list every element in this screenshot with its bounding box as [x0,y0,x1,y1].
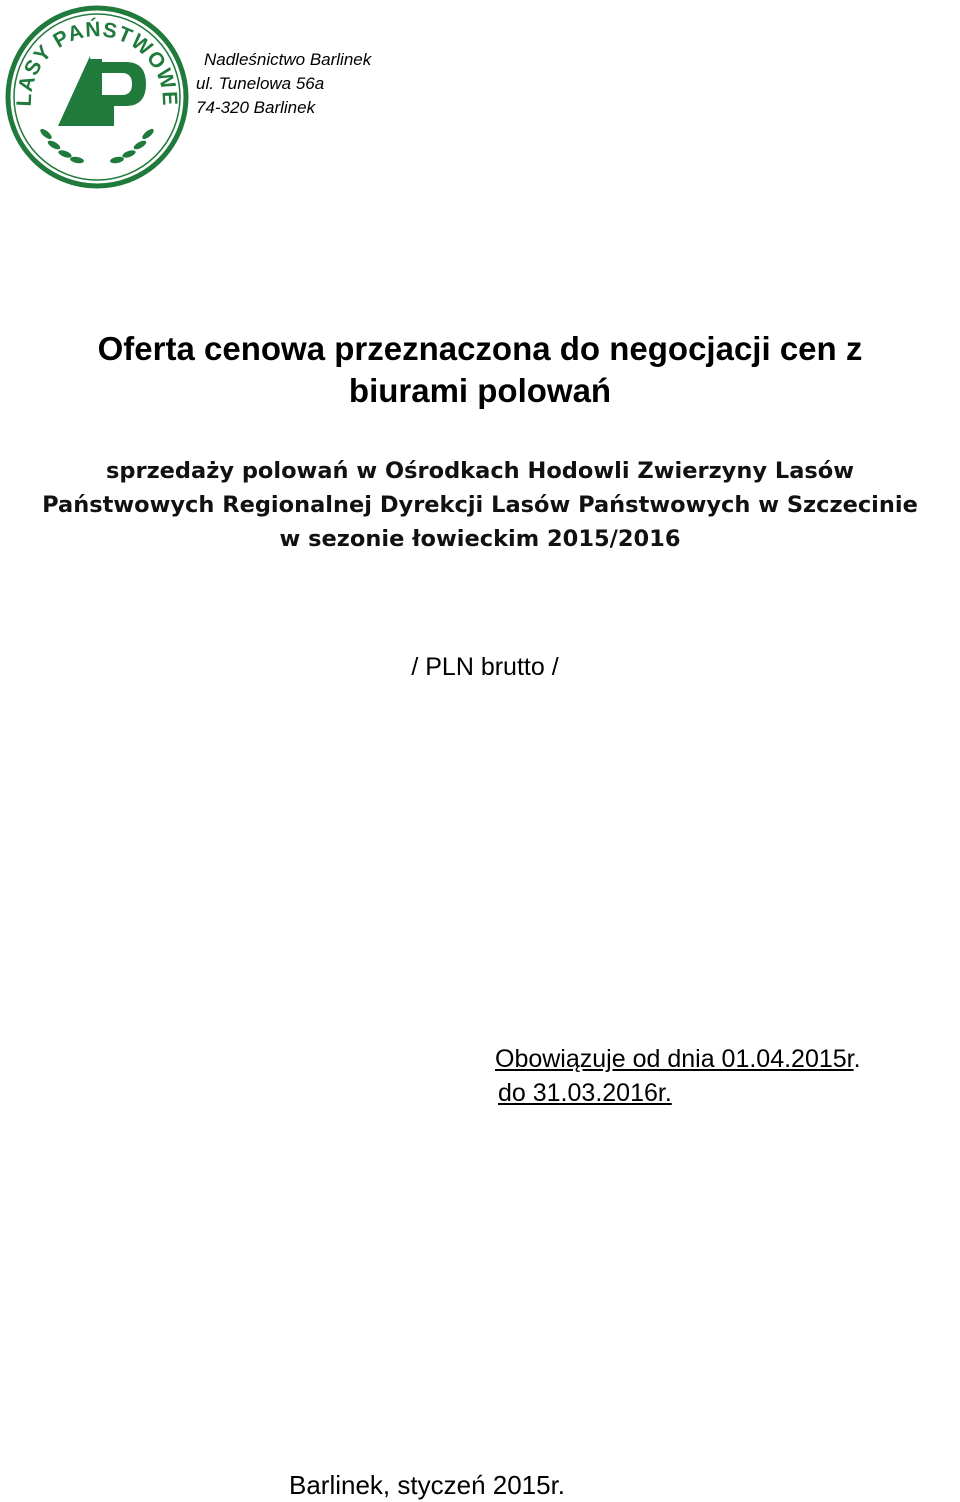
validity-line-1-period: . [853,1045,861,1073]
postal-city: 74-320 Barlinek [196,98,316,117]
laurel-icon [39,127,156,164]
place-date-footer: Barlinek, styczeń 2015r. [289,1470,566,1500]
subtitle-line-1: sprzedaży polowań w Ośrodkach Hodowli Zwierzyny Lasów [105,458,855,484]
logo-ring-text: LASY PAŃSTWOWE [12,18,182,107]
lasy-panstwowe-emblem-icon [4,4,190,190]
street-address: ul. Tunelowa 56a [196,74,325,93]
document-title [0,328,960,412]
address-block [196,48,371,120]
subtitle-line-3: w sezonie łowieckim 2015/2016 [279,526,681,552]
org-name: Nadleśnictwo Barlinek [204,50,372,69]
validity-end: do 31.03.2016r. [498,1079,672,1107]
validity-period [495,1042,861,1110]
title-line-1: Oferta cenowa przeznaczona do negocjacji cen z [97,330,863,367]
subtitle-line-2: Państwowych Regionalnej Dyrekcji Lasów Państwowych w Szczecinie [42,492,918,518]
currency-note: / PLN brutto / [411,653,559,681]
lasy-panstwowe-logo [4,4,190,190]
document-subtitle [0,454,960,556]
validity-start: Obowiązuje od dnia 01.04.2015r [495,1045,854,1073]
title-line-2: biurami polowań [348,372,612,409]
validity-line-1 [495,1042,861,1076]
